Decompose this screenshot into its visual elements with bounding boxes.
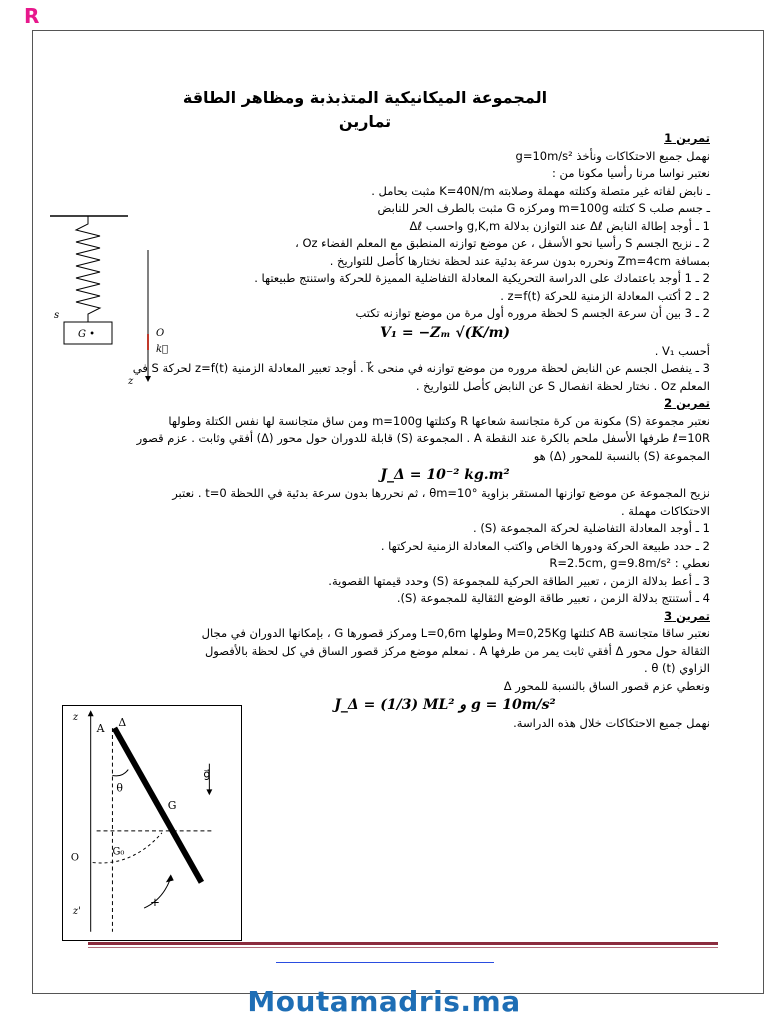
ex2-line: 3 ـ أعط بدلالة الزمن ، تعبير الطاقة الحركية للمجموعة (S) وحدد قيمتها القصوية. xyxy=(328,573,710,588)
ex1-line: أحسب V₁ . xyxy=(654,343,710,358)
point-o-label: O xyxy=(70,852,80,864)
ex1-line: نهمل جميع الاحتكاكات ونأخذ g=10m/s² xyxy=(515,148,710,163)
ex1-line: بمسافة Zm=4cm ونحرره بدون سرعة بدئية عند لحظة نختارها كأصل للتواريخ . xyxy=(329,253,710,268)
footer-divider-thin xyxy=(88,947,718,948)
ex3-line: ونعطي عزم قصور الساق بالنسبة للمحور Δ xyxy=(503,678,710,693)
footer-divider xyxy=(88,942,718,945)
z-prime-label: z' xyxy=(72,905,81,917)
ex2-line: 4 ـ أستنتج بدلالة الزمن ، تعبير طاقة الوضع الثقالية للمجموعة (S). xyxy=(396,591,710,605)
spring-pendulum-figure xyxy=(48,210,178,390)
solid-label: s xyxy=(54,310,60,321)
theta-label: θ xyxy=(116,781,123,795)
unit-vector-label: k⃗ xyxy=(156,344,169,355)
footer-underline xyxy=(276,962,494,963)
ex1-line: نعتبر نواسا مرنا رأسيا مكونا من : xyxy=(552,166,710,180)
origin-label: O xyxy=(156,328,165,339)
ex2-line: 1 ـ أوجد المعادلة التفاضلية لحركة المجموعة (S) . xyxy=(473,521,710,535)
positive-direction-label: + xyxy=(150,895,160,910)
ex3-heading: تمرين 3 xyxy=(664,608,710,623)
ex1-line: 2 ـ 3 بين أن سرعة الجسم S لحظة مروره أول مرة من موضع توازنه تكتب xyxy=(355,306,710,320)
footer-brand[interactable]: Moutamadris.ma xyxy=(247,985,521,1018)
ex2-formula: J_Δ = 10⁻² kg.m² xyxy=(380,467,510,483)
ex1-line: 3 ـ ينفصل الجسم عن النابض لحظة مروره من موضع توازنه في منحى k⃗ . أوجد تعبير المعادلة الزمنية z=f(t) لحركة S في المعلم Oz . نختار لحظة انفصال S عن النابض كأصل للتواريخ . xyxy=(132,361,710,393)
exercises-body xyxy=(132,130,710,733)
ex2-line: 2 ـ حدد طبيعة الحركة ودورها الخاص واكتب المعادلة الزمنية لحركتها . xyxy=(380,538,710,553)
ex2-line: نعتبر مجموعة (S) مكونة من كرة متجانسة شعاعها R وكتلتها m=100g ومن ساق متجانسة لها نفس الكتلة وطولها ℓ=10R طرفها الأسفل ملحم بالكرة عند النقطة A . المجموعة (S) قابلة للدوران حول محور (Δ) أفقي وثابت . عزم قصور المجموعة (S) بالنسبة للمحور (Δ) هو xyxy=(136,413,710,463)
corner-logo: R xyxy=(24,4,40,28)
ex1-line: 2 ـ نزيح الجسم S رأسيا نحو الأسفل ، عن موضع توازنه المنطبق مع المعلم الفضاء Oz ، xyxy=(295,236,710,250)
ex3-line: نهمل جميع الاحتكاكات خلال هذه الدراسة. xyxy=(513,716,710,730)
point-g0-label: G₀ xyxy=(112,846,125,858)
ex1-line: 1 ـ أوجد إطالة النابض Δℓ عند التوازن بدلالة g,K,m واحسب Δℓ xyxy=(409,218,710,233)
ex1-line: ـ نابض لفاته غير متصلة وكتلته مهملة وصلابته K=40N/m مثبت بحامل . xyxy=(371,183,710,198)
ex1-line: 2 ـ 2 أكتب المعادلة الزمنية للحركة z=f(t) . xyxy=(500,288,710,303)
page-title: المجموعة الميكانيكية المتذبذبة ومظاهر الطاقة xyxy=(182,88,548,107)
ex1-formula: V₁ = −Zₘ √(K/m) xyxy=(379,324,511,341)
ex3-formula: J_Δ = (1/3) ML² و g = 10m/s² xyxy=(334,697,556,713)
z-axis-label: z xyxy=(72,712,79,724)
ex1-line: ـ جسم صلب S كتلته m=100g ومركزه G مثبت بالطرف الحر للنابض xyxy=(377,201,710,215)
axis-label: z xyxy=(128,376,134,387)
ex2-line: نعطي : R=2.5cm, g=9.8m/s² xyxy=(549,556,710,570)
ex2-heading: تمرين 2 xyxy=(664,396,710,410)
ex1-heading: تمرين 1 xyxy=(664,131,710,145)
axis-delta-label: Δ xyxy=(118,716,127,730)
point-a-label: A xyxy=(96,722,105,736)
ex3-line: نعتبر ساقا متجانسة AB كتلتها M=0,25Kg وطولها L=0,6m ومركز قصورها G ، بإمكانها الدوران في مجال الثقالة حول محور Δ أفقي ثابت يمر من طرفها A . نمعلم موضع مركز قصور الساق في كل لحظة بالأفصول الزاوي θ (t) . xyxy=(201,626,710,675)
ex2-line: نزيح المجموعة عن موضع توازنها المستقر بزاوية θm=10° ، ثم نحررها بدون سرعة بدئية في اللحظة t=0 . نعتبر الاحتكاكات مهملة . xyxy=(172,486,710,518)
point-g-label: G xyxy=(167,799,177,813)
gravity-vector-label: g⃗ xyxy=(203,767,211,781)
page-subtitle: تمارين xyxy=(338,112,392,131)
mass-label: G • xyxy=(78,329,96,340)
ex1-line: 2 ـ 1 أوجد باعتمادك على الدراسة التحريكية المعادلة التفاضلية المميزة للحركة واستنتج طبيعتها . xyxy=(254,271,710,285)
rod-pendulum-figure xyxy=(62,705,242,941)
